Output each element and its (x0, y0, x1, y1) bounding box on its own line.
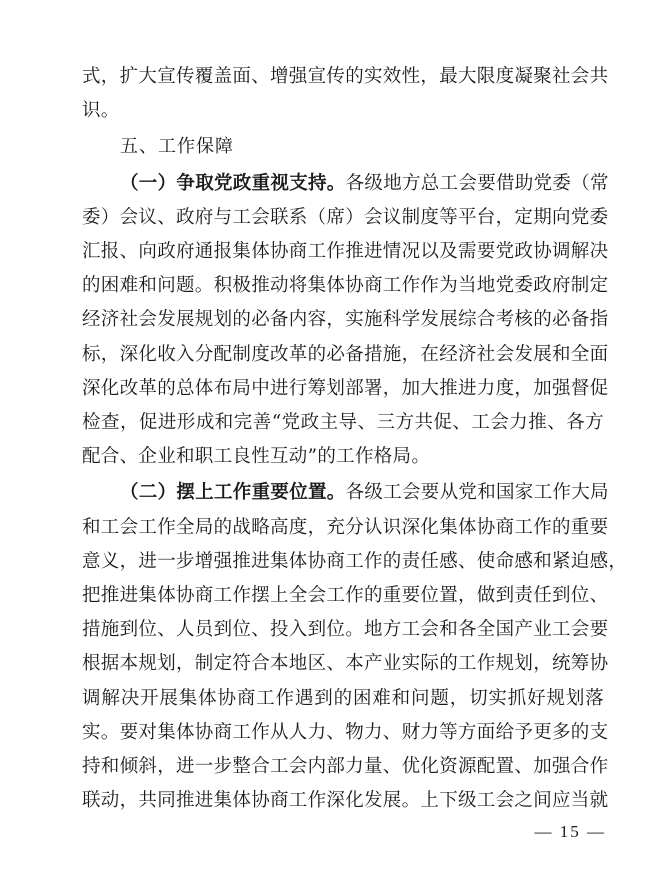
text-line: 的困难和问题。积极推动将集体协商工作作为当地党委政府制定 (82, 275, 609, 297)
text-line: 经济社会发展规划的必备内容，实施科学发展综合考核的必备指 (82, 309, 609, 331)
page-number: — 15 — (534, 822, 606, 841)
text-line: 汇报、向政府通报集体协商工作推进情况以及需要党政协调解决 (82, 241, 609, 263)
section-heading: 五、工作保障 (120, 136, 234, 158)
text-line: 把推进集体协商工作摆上全会工作的重要位置，做到责任到位、 (82, 585, 609, 607)
body-text (82, 60, 628, 818)
text-line: 深化改革的总体布局中进行筹划部署，加大推进力度，加强督促 (82, 377, 609, 399)
text-line: 和工会工作全局的战略高度，充分认识深化集体协商工作的重要 (82, 516, 609, 538)
text-line: 联动，共同推进集体协商工作深化发展。上下级工会之间应当就 (82, 790, 609, 812)
text-line: 措施到位、人员到位、投入到位。地方工会和各全国产业工会要 (82, 619, 609, 641)
text-line: 持和倾斜，进一步整合工会内部力量、优化资源配置、加强合作 (82, 756, 609, 778)
text-line: 实。要对集体协商工作从人力、物力、财力等方面给予更多的支 (82, 721, 609, 743)
section-heading-wrap (82, 130, 604, 164)
paragraph-continuation (82, 60, 609, 128)
subsection-title: （一）争取党政重视支持。 (120, 172, 346, 194)
paragraph-2 (82, 476, 628, 818)
text-line (82, 167, 609, 201)
text-fragment: 各级工会要从党和国家工作大局 (345, 482, 609, 504)
text-line: 检查，促进形成和完善“党政主导、三方共促、工会力推、各方 (82, 412, 604, 434)
text-line: 意义，进一步增强推进集体协商工作的责任感、使命感和紧迫感， (82, 550, 628, 572)
text-line: 配合、企业和职工良性互动”的工作格局。 (82, 446, 431, 468)
text-fragment: 各级地方总工会要借助党委（常 (345, 172, 609, 194)
text-line: 标，深化收入分配制度改革的必备措施，在经济社会发展和全面 (82, 343, 609, 365)
subsection-title: （二）摆上工作重要位置。 (120, 482, 346, 504)
text-line: 调解决开展集体协商工作遇到的困难和问题，切实抓好规划落 (82, 687, 604, 709)
text-line: 识。 (82, 100, 120, 122)
text-line: 根据本规划，制定符合本地区、本产业实际的工作规划，统筹协 (82, 653, 609, 675)
text-line (82, 476, 609, 510)
paragraph-1 (82, 167, 609, 475)
text-line: 式，扩大宣传覆盖面、增强宣传的实效性，最大限度凝聚社会共 (82, 66, 609, 87)
text-line: 委）会议、政府与工会联系（席）会议制度等平台，定期向党委 (82, 206, 609, 228)
